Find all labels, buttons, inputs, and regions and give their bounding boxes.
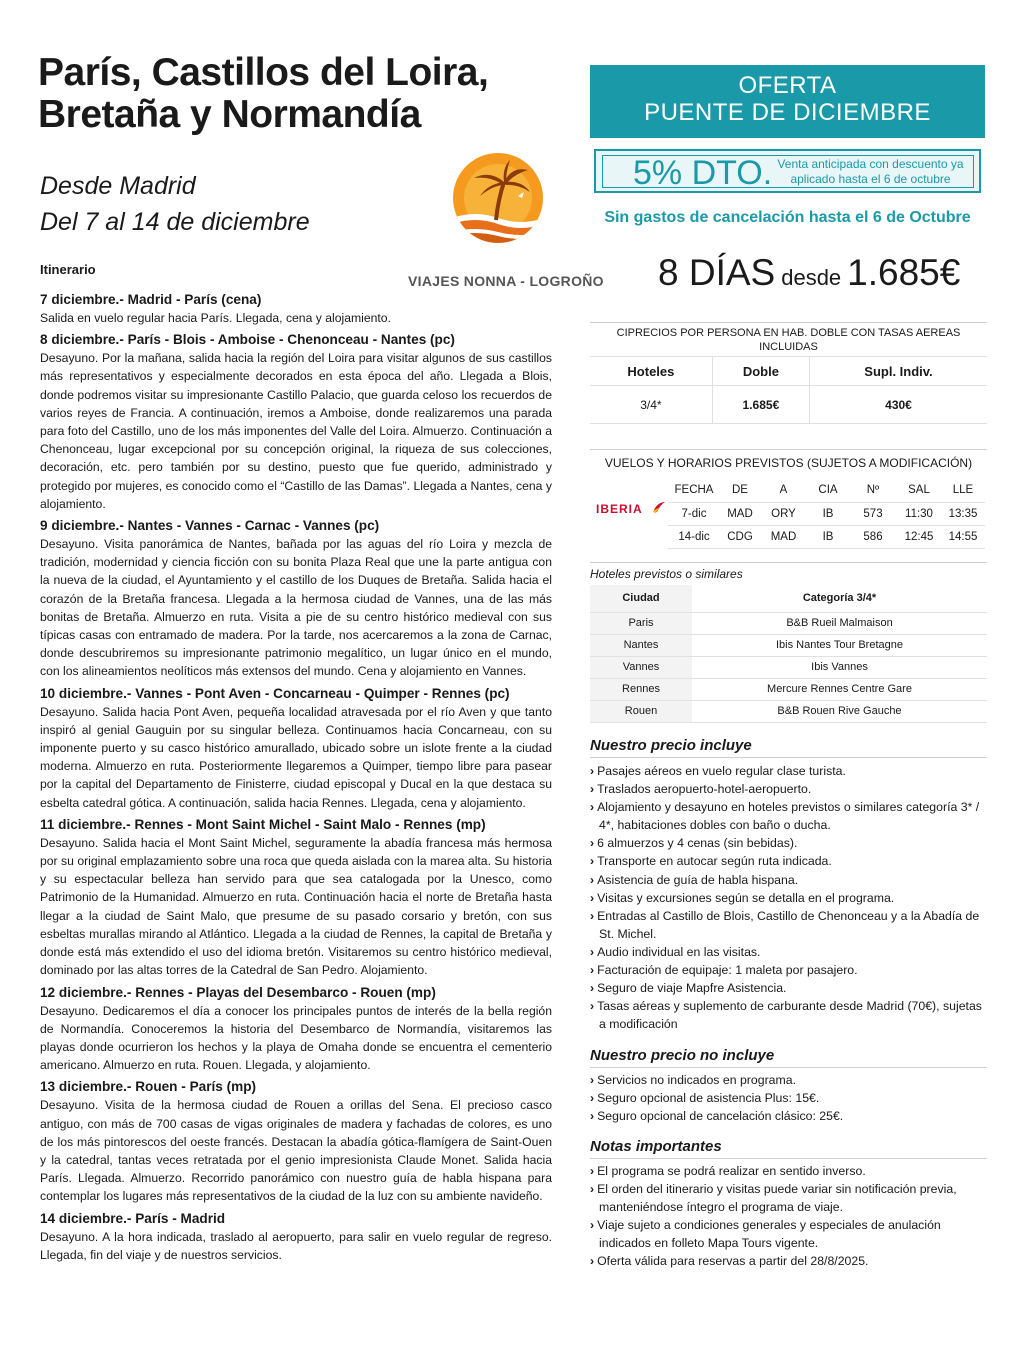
day-description: Desayuno. A la hora indicada, traslado al aeropuerto, para salir en vuelo regular de regreso. Llegada, fin del viaje y de nuestros servicios. <box>40 1229 552 1262</box>
column-header: A <box>760 479 807 502</box>
list-item: › Facturación de equipaje: 1 maleta por pasajero. <box>590 961 987 979</box>
discount-value: 5% DTO. <box>633 154 773 192</box>
table-cell: 14-dic <box>668 525 720 548</box>
table-cell: 13:35 <box>941 502 985 525</box>
table-row <box>590 678 987 700</box>
table-cell: MAD <box>760 525 807 548</box>
table-cell: Rouen <box>590 700 692 722</box>
day-heading: 8 diciembre.- París - Blois - Amboise - Chenonceau - Nantes (pc) <box>40 332 455 348</box>
excludes-list <box>590 1071 987 1125</box>
table-cell: 586 <box>849 525 897 548</box>
column-header: Doble <box>712 357 809 386</box>
itinerary-day <box>40 983 552 1075</box>
list-item: › Seguro de viaje Mapfre Asistencia. <box>590 979 987 997</box>
divider <box>590 562 987 563</box>
itinerary-day <box>40 684 552 812</box>
table-cell: 12:45 <box>897 525 941 548</box>
day-heading: 7 diciembre.- Madrid - París (cena) <box>40 292 262 307</box>
hotels-header: Hoteles previstos o similares <box>590 567 743 581</box>
flights-table <box>668 479 985 549</box>
notes-title: Notas importantes <box>590 1138 722 1155</box>
day-heading: 10 diciembre.- Vannes - Pont Aven - Concarneau - Quimper - Rennes (pc) <box>40 685 510 701</box>
palm-tree-logo-icon <box>452 152 544 244</box>
excludes-title: Nuestro precio no incluye <box>590 1047 775 1064</box>
table-cell: 7-dic <box>668 502 720 525</box>
table-row <box>590 700 987 722</box>
list-item: › Oferta válida para reservas a partir del 28/8/2025. <box>590 1252 987 1270</box>
table-cell: ORY <box>760 502 807 525</box>
list-item: › Entradas al Castillo de Blois, Castillo de Chenonceau y a la Abadía de St. Michel. <box>590 907 987 943</box>
list-item: › Pasajes aéreos en vuelo regular clase turista. <box>590 762 987 780</box>
subtitle-origin: Desde Madrid <box>40 172 196 200</box>
itinerary-day <box>40 516 552 681</box>
discount-box <box>594 149 981 193</box>
list-item: › Servicios no indicados en programa. <box>590 1071 987 1089</box>
divider <box>590 449 987 450</box>
itinerary-day <box>40 1077 552 1205</box>
column-header: SAL <box>897 479 941 502</box>
table-cell: Nantes <box>590 634 692 656</box>
table-cell: 573 <box>849 502 897 525</box>
divider <box>590 322 987 323</box>
price-from-label: desde <box>781 265 842 290</box>
table-cell: 11:30 <box>897 502 941 525</box>
itinerary-day <box>40 330 552 513</box>
table-cell: Vannes <box>590 656 692 678</box>
notes-list <box>590 1162 987 1271</box>
list-item: › Viaje sujeto a condiciones generales y especiales de anulación indicados en folleto Mapa Tours vigente. <box>590 1216 987 1252</box>
agency-name: VIAJES NONNA - LOGROÑO <box>408 273 604 289</box>
price-amount: 1.685€ <box>847 252 961 293</box>
list-item: › Visitas y excursiones según se detalla en el programa. <box>590 889 987 907</box>
list-item: › Traslados aeropuerto-hotel-aeropuerto. <box>590 780 987 798</box>
table-cell: CDG <box>720 525 760 548</box>
list-item: › El orden del itinerario y visitas puede variar sin notificación previa, manteniéndose íntegro el programa de viaje. <box>590 1180 987 1216</box>
airline-logo: IBERIA <box>596 502 643 516</box>
cancellation-note: Sin gastos de cancelación hasta el 6 de Octubre <box>604 209 971 226</box>
hotels-table <box>590 585 987 723</box>
day-description: Desayuno. Dedicaremos el día a conocer los principales puntos de interés de la bella región de Normandía. Conoceremos la historia del Desembarco de Normandía, visitaremos las playas donde ocurrieron los hechos y la playa de Omaha donde se encuentra el cementerio americano. Almuerzo en ruta. Rouen. Llegada, y alojamiento. <box>40 1003 552 1073</box>
table-row <box>590 656 987 678</box>
itinerary-label: Itinerario <box>40 262 96 277</box>
list-item: › Audio individual en las visitas. <box>590 943 987 961</box>
table-row <box>590 634 987 656</box>
column-header: Hoteles <box>590 357 712 386</box>
list-item: › Seguro opcional de cancelación clásico: 25€. <box>590 1107 987 1125</box>
day-description: Salida en vuelo regular hacia París. Llegada, cena y alojamiento. <box>40 311 391 325</box>
title-line-2: Bretaña y Normandía <box>38 93 421 136</box>
itinerary <box>40 290 552 1267</box>
table-cell: Mercure Rennes Centre Gare <box>692 678 987 700</box>
list-item: › El programa se podrá realizar en sentido inverso. <box>590 1162 987 1180</box>
itinerary-day <box>40 1209 552 1264</box>
subtitle-dates: Del 7 al 14 de diciembre <box>40 208 310 236</box>
table-cell: Ibis Nantes Tour Bretagne <box>692 634 987 656</box>
includes-list <box>590 762 987 1033</box>
list-item: › 6 almuerzos y 4 cenas (sin bebidas). <box>590 834 987 852</box>
price-headline <box>658 252 960 294</box>
day-heading: 14 diciembre.- París - Madrid <box>40 1210 226 1226</box>
discount-note: Venta anticipada con descuento ya aplicado hasta el 6 de octubre <box>777 157 964 186</box>
table-row <box>668 525 985 548</box>
table-cell: IB <box>807 525 849 548</box>
includes-title: Nuestro precio incluye <box>590 737 752 754</box>
column-header: CIA <box>807 479 849 502</box>
table-cell: 1.685€ <box>712 386 809 424</box>
column-header: FECHA <box>668 479 720 502</box>
page-title <box>38 52 578 136</box>
divider <box>590 1067 987 1068</box>
list-item: › Transporte en autocar según ruta indicada. <box>590 852 987 870</box>
prices-header: CIPRECIOS POR PERSONA EN HAB. DOBLE CON TASAS AEREAS INCLUIDAS <box>616 327 961 353</box>
day-heading: 12 diciembre.- Rennes - Playas del Desembarco - Rouen (mp) <box>40 984 436 1000</box>
itinerary-day <box>40 815 552 980</box>
table-cell: IB <box>807 502 849 525</box>
offer-line-2: PUENTE DE DICIEMBRE <box>644 99 931 126</box>
iberia-swoosh-icon <box>652 500 666 514</box>
title-line-1: París, Castillos del Loira, <box>38 51 489 94</box>
offer-banner <box>590 65 985 138</box>
flights-header: VUELOS Y HORARIOS PREVISTOS (SUJETOS A MODIFICACIÓN) <box>604 456 973 470</box>
column-header: LLE <box>941 479 985 502</box>
table-cell: Paris <box>590 612 692 634</box>
trip-duration: 8 DÍAS <box>658 252 776 293</box>
discount-inner-frame <box>602 154 974 192</box>
table-cell: Ibis Vannes <box>692 656 987 678</box>
day-description: Desayuno. Salida hacia Pont Aven, pequeña localidad atravesada por el río Aven y que tanto inspiró al genial Gauguin por su singular belleza. Continuamos hacia Concarneau, con su imponente puerto y su casco histórico amurallado, ubicado sobre un islote frente a la ciudad moderna. Almuerzo en ruta. Posteriormente llegaremos a Quimper, tiempo libre para pasear por la capital del Departamento de Finisterre, ciudad episcopal y Ducal en la que destaca su esbelta catedral gótica. A continuación, salida hacia Rennes. Llegada, cena y alojamiento. <box>40 704 552 810</box>
divider <box>590 1158 987 1159</box>
column-header: Supl. Indiv. <box>809 357 987 386</box>
table-cell: B&B Rueil Malmaison <box>692 612 987 634</box>
list-item: › Asistencia de guía de habla hispana. <box>590 871 987 889</box>
list-item: › Alojamiento y desayuno en hoteles previstos o similares categoría 3* / 4*, habitaciones dobles con baño o ducha. <box>590 798 987 834</box>
day-description: Desayuno. Visita panorámica de Nantes, bañada por las aguas del río Loira y mezcla de tradición, modernidad y ciencia ficción con su bonita Plaza Real que une la parte antigua con la nueva de la ciudad, el Ayuntamiento y el castillo de los Duques de Bretaña. Salida hacia el corazón de la Bretaña francesa. Llegada a la hermosa ciudad de Vannes, una de las más bonitas de Bretaña. Almuerzo en ruta. Visita a pie de su centro histórico medieval con sus típicas casas con entramado de madera. Por la tarde, nos acercaremos a la zona de Carnac, donde descubriremos su impresionante patrimonio megalítico, un lugar único en el mundo, con los alineamientos neolíticos más extensos del mundo. Cena y alojamiento en Vannes. <box>40 537 552 679</box>
table-cell: 14:55 <box>941 525 985 548</box>
day-description: Desayuno. Por la mañana, salida hacia la región del Loira para visitar algunos de sus castillos más representativos y especialmente decorados en esta época del año. Llegada a Blois, donde podremos visitar su impresionante Castillo Palacio, que guarda celoso los recuerdos de varios reyes de Francia. A continuación, iremos a Amboise, donde realizaremos una parada para foto del Castillo, uno de los más imponentes del Valle del Loira. Almuerzo. Continuación a Chenonceau, lugar excepcional por su concepción original, la riqueza de sus colecciones, decoración, etc. pero también por su destino, puesto que fue querido, administrado y protegido por mujeres, es conocido como el “Castillo de las Damas”. Llegada a Nantes, cena y alojamiento. <box>40 351 552 511</box>
prices-table <box>590 356 987 424</box>
offer-line-1: OFERTA <box>738 72 837 99</box>
table-row <box>590 386 987 424</box>
table-row <box>590 612 987 634</box>
table-cell: 3/4* <box>590 386 712 424</box>
table-row <box>668 502 985 525</box>
divider <box>590 757 987 758</box>
table-cell: 430€ <box>809 386 987 424</box>
itinerary-day <box>40 290 552 327</box>
day-heading: 11 diciembre.- Rennes - Mont Saint Michel - Saint Malo - Rennes (mp) <box>40 816 486 832</box>
column-header: DE <box>720 479 760 502</box>
day-description: Desayuno. Visita de la hermosa ciudad de Rouen a orillas del Sena. El precioso casco antiguo, con más de 700 casas de vigas originales de madera y fachadas de colores, es uno de los más pintorescos del oeste francés. Destacan la abadía gótica-flamígera de Saint-Ouen y la catedral, tantas veces retratada por el genio impresionista Claude Monet. Salida hacia París. Llegada. Almuerzo. Recorrido panorámico con nuestro guía de habla hispana para contemplar los lugares más representativos de la ciudad de la luz con su ambiente navideño. <box>40 1098 552 1204</box>
table-cell: Rennes <box>590 678 692 700</box>
day-description: Desayuno. Salida hacia el Mont Saint Michel, seguramente la abadía francesa más hermosa por su original emplazamiento sobre una roca que queda aislada con la marea alta. Su historia y su espectacular belleza han servido para que sea catalogada por la Unesco, como Patrimonio de la Humanidad. Almuerzo en ruta. Continuación hacia el norte de Bretaña hasta llegar a la ciudad de Saint Malo, que presume de su pasado corsario y bretón, con sus esbeltas murallas mirando al Atlántico. Llegada a la ciudad de Rennes, la capital de Bretaña y donde está más extendido el uso del idioma bretón. Visitaremos su centro histórico medieval, dominado por las altas torres de la Catedral de San Pedro. Alojamiento. <box>40 835 552 978</box>
table-cell: B&B Rouen Rive Gauche <box>692 700 987 722</box>
list-item: › Seguro opcional de asistencia Plus: 15€. <box>590 1089 987 1107</box>
day-heading: 9 diciembre.- Nantes - Vannes - Carnac - Vannes (pc) <box>40 518 380 534</box>
table-cell: MAD <box>720 502 760 525</box>
column-header: Nº <box>849 479 897 502</box>
list-item: › Tasas aéreas y suplemento de carburante desde Madrid (70€), sujetas a modificación <box>590 997 987 1033</box>
column-header: Ciudad <box>590 585 692 612</box>
column-header: Categoría 3/4* <box>692 585 987 612</box>
day-heading: 13 diciembre.- Rouen - París (mp) <box>40 1079 257 1095</box>
